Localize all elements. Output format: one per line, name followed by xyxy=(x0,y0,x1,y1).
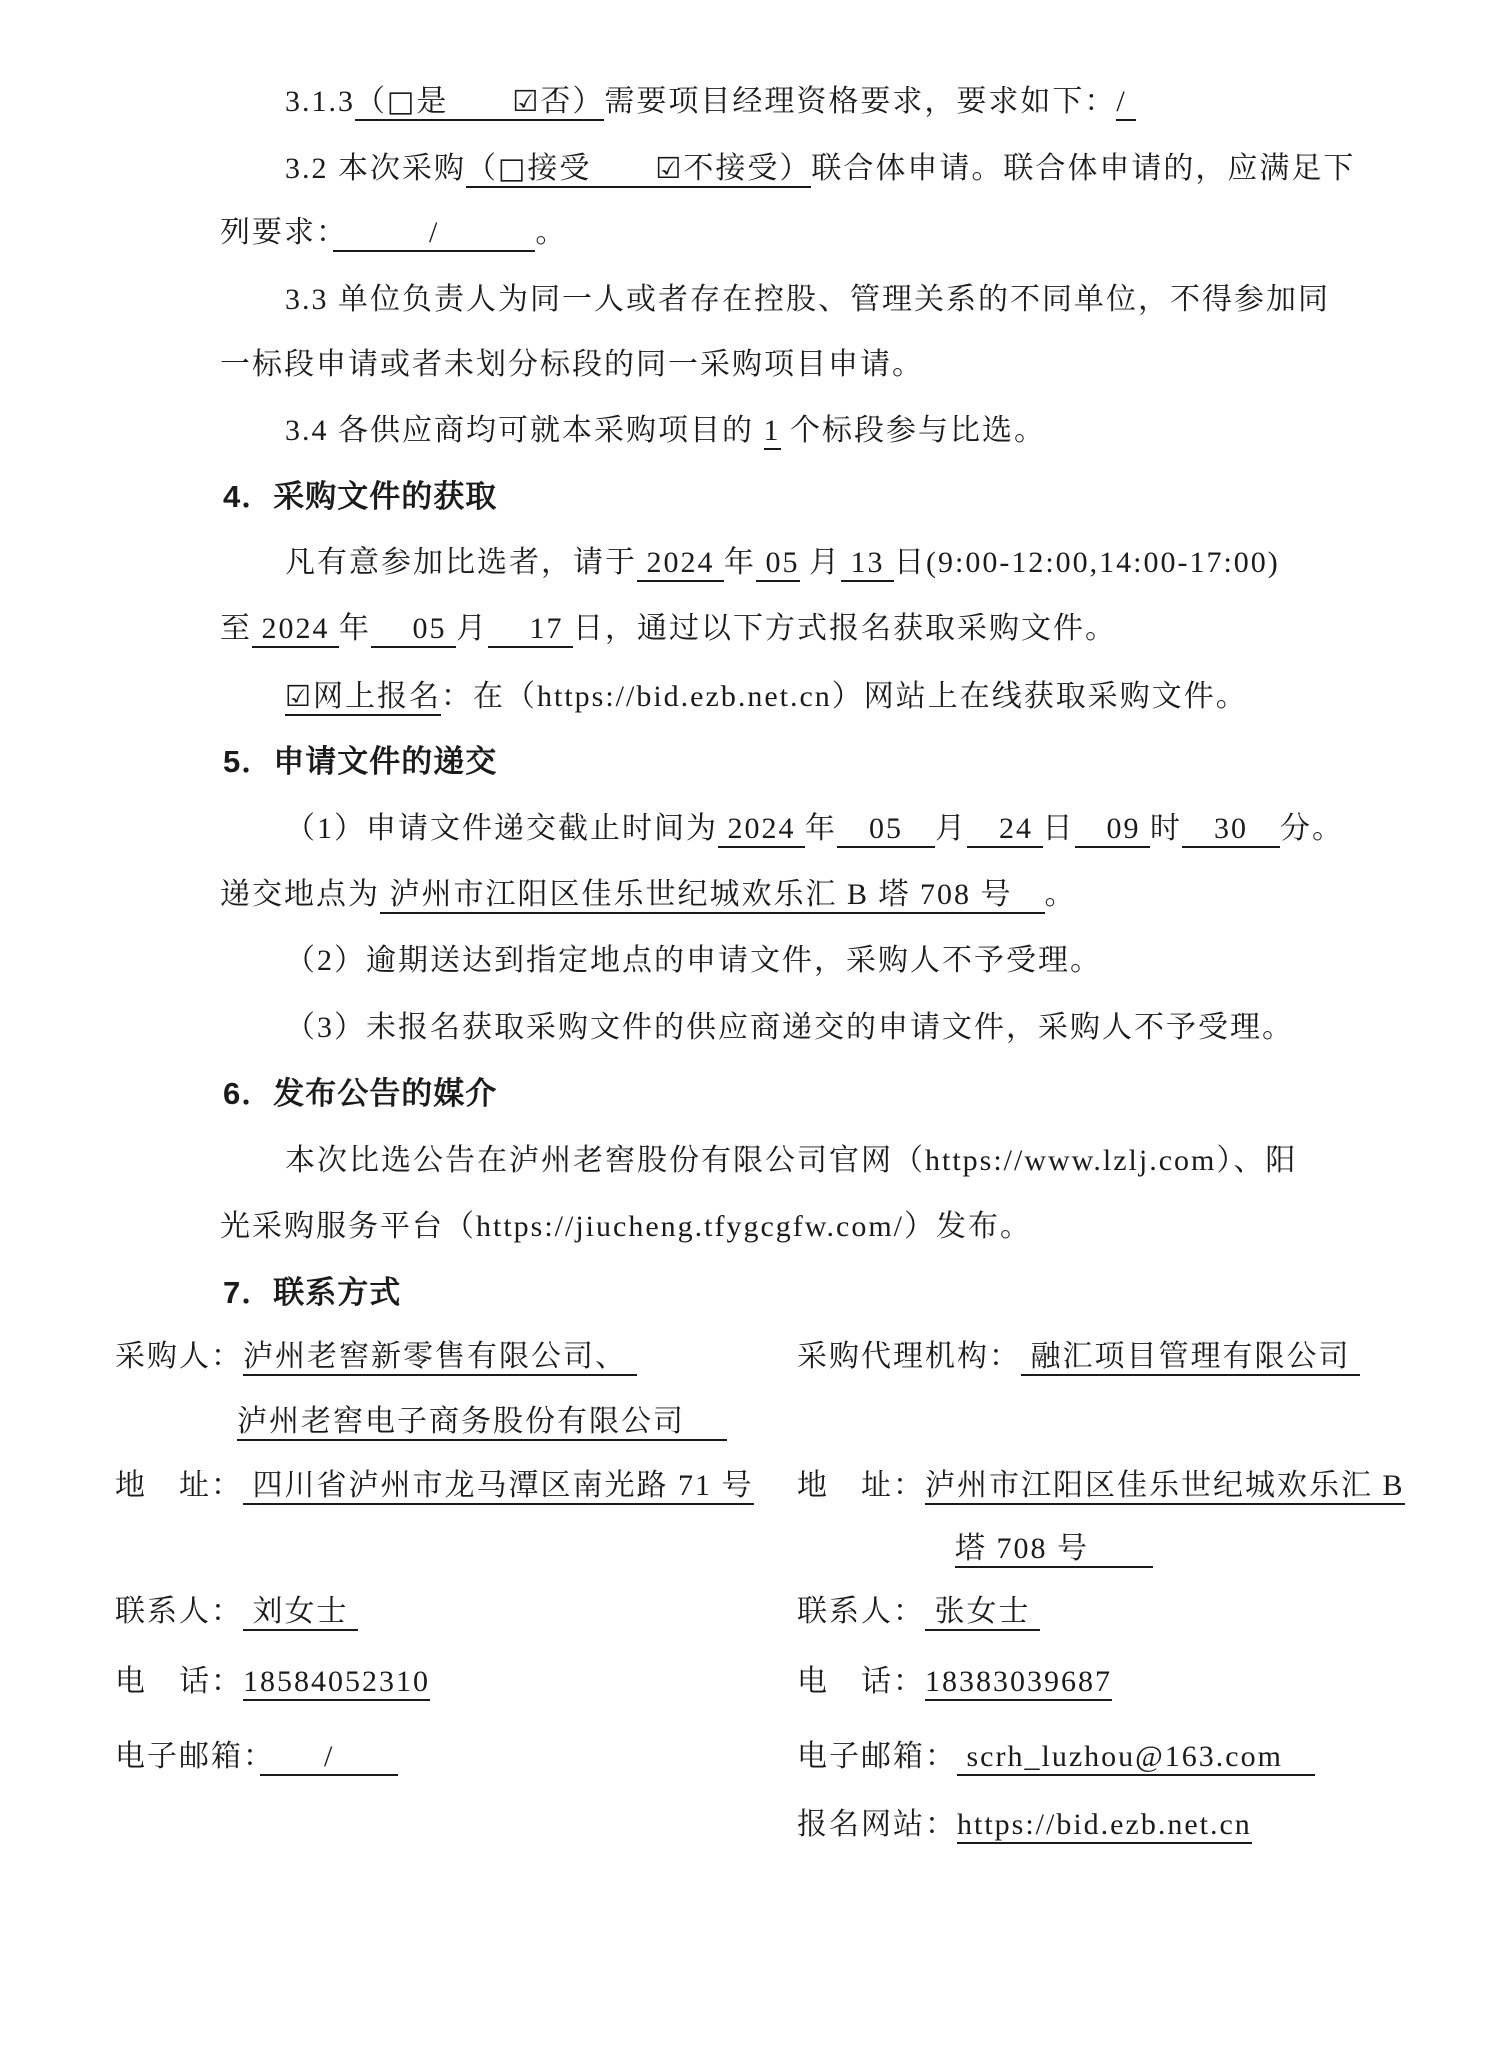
text-segment: 光采购服务平台（https://jiucheng.tfygcgfw.com/）发布。 xyxy=(220,1210,1032,1243)
purchaser-name-row-2 xyxy=(237,1389,727,1455)
purchaser-contact-row xyxy=(115,1579,358,1645)
agency-contact-value: 张女士 xyxy=(925,1595,1040,1631)
text-segment: 05 xyxy=(756,546,800,582)
agency-address-row-2 xyxy=(955,1516,1153,1582)
text-segment: （1）申请文件递交截止时间为 xyxy=(285,812,718,845)
agency-email-value: scrh_luzhou@163.com xyxy=(957,1740,1315,1776)
address-label: 地 址： xyxy=(797,1469,925,1502)
text-segment: 13 xyxy=(841,546,894,582)
section-5-item-1-line-1 xyxy=(285,796,1344,862)
text-segment: 需要项目经理资格要求，要求如下： xyxy=(604,85,1117,118)
section-6-line-1 xyxy=(285,1128,1297,1194)
purchaser-label: 采购人： xyxy=(115,1340,243,1373)
section-5-item-1-line-2 xyxy=(220,862,1077,928)
text-segment: （ xyxy=(466,152,498,188)
text-segment: （3）未报名获取采购文件的供应商递交的申请文件，采购人不予受理。 xyxy=(285,1011,1294,1044)
text-segment: 日(9:00-12:00,14:00-17:00) xyxy=(894,546,1280,579)
text-segment: 2024 xyxy=(637,546,724,582)
text-segment: 泸州市江阳区佳乐世纪城欢乐汇 B 塔 708 号 xyxy=(380,878,1045,914)
text-segment: 月 xyxy=(456,612,488,645)
purchaser-email-row xyxy=(115,1724,398,1790)
text-segment: 联合体申请。联合体申请的，应满足下 xyxy=(811,152,1356,185)
email-label: 电子邮箱： xyxy=(115,1740,260,1773)
text-segment: 1 xyxy=(764,414,781,450)
purchaser-address-row xyxy=(115,1453,754,1519)
agency-phone-row xyxy=(797,1649,1112,1715)
purchaser-name-value-2: 泸州老窖电子商务股份有限公司 xyxy=(237,1405,727,1441)
clause-3-2-line-2 xyxy=(220,200,567,266)
checkbox-unchecked-icon: □ xyxy=(387,84,416,121)
section-7-heading xyxy=(223,1260,401,1326)
text-segment: （ xyxy=(355,85,387,121)
text-segment: 年 xyxy=(724,546,756,579)
agency-contact-row xyxy=(797,1579,1040,1645)
purchaser-name-row xyxy=(115,1324,637,1390)
text-segment: 2024 xyxy=(718,812,805,848)
section-4-line-2 xyxy=(220,596,1117,662)
agency-email-row xyxy=(797,1724,1315,1790)
phone-label: 电 话： xyxy=(797,1665,925,1698)
text-segment: 个标段参与比选。 xyxy=(780,414,1046,447)
text-segment: 2024 xyxy=(252,612,339,648)
section-4-line-1 xyxy=(285,530,1280,596)
text-segment: ：在（https://bid.ezb.net.cn）网站上在线获取采购文件。 xyxy=(441,680,1248,713)
agency-address-value: 泸州市江阳区佳乐世纪城欢乐汇 B xyxy=(925,1469,1405,1505)
text-segment: 网上报名 xyxy=(313,680,441,716)
section-6-line-2 xyxy=(220,1194,1032,1260)
checkbox-checked-icon: ☑ xyxy=(655,151,683,188)
address-label: 地 址： xyxy=(115,1469,243,1502)
text-segment: 3.1.3 xyxy=(285,85,355,118)
text-segment: / xyxy=(333,216,535,252)
text-segment: 否） xyxy=(540,85,604,121)
purchaser-address-value: 四川省泸州市龙马潭区南光路 71 号 xyxy=(243,1469,754,1505)
purchaser-name-value: 泸州老窖新零售有限公司、 xyxy=(243,1340,637,1376)
text-segment: 接受 xyxy=(527,152,655,188)
clause-3-3-line-2 xyxy=(220,332,924,398)
text-segment: 。 xyxy=(535,216,568,249)
text-segment: 是 xyxy=(416,85,512,121)
contact-label: 联系人： xyxy=(797,1595,925,1628)
agency-name-value: 融汇项目管理有限公司 xyxy=(1021,1340,1360,1376)
checkbox-checked-icon: ☑ xyxy=(285,679,313,716)
purchaser-contact-value: 刘女士 xyxy=(243,1595,358,1631)
section-5-heading xyxy=(223,729,497,795)
text-segment: 。 xyxy=(1044,878,1077,911)
text-segment: 3.3 单位负责人为同一人或者存在控股、管理关系的不同单位，不得参加同 xyxy=(285,283,1330,316)
email-label: 电子邮箱： xyxy=(797,1740,957,1773)
text-segment: 17 xyxy=(488,612,573,648)
text-segment: 分。 xyxy=(1280,812,1344,845)
clause-3-4-line xyxy=(285,398,1046,464)
text-segment: 24 xyxy=(967,812,1043,848)
text-segment: 递交地点为 xyxy=(220,878,380,911)
text-segment: （2）逾期送达到指定地点的申请文件，采购人不予受理。 xyxy=(285,944,1102,977)
checkbox-unchecked-icon: □ xyxy=(498,151,527,188)
section-5-item-3-line xyxy=(285,995,1294,1061)
purchaser-phone-value: 18584052310 xyxy=(243,1665,430,1701)
agency-name-row xyxy=(797,1324,1360,1390)
text-segment: 7．联系方式 xyxy=(223,1275,402,1310)
section-6-heading xyxy=(223,1061,497,1127)
checkbox-checked-icon: ☑ xyxy=(512,84,540,121)
purchaser-phone-row xyxy=(115,1649,430,1715)
section-5-item-2-line xyxy=(285,928,1102,994)
text-segment: 年 xyxy=(339,612,371,645)
section-4-heading xyxy=(223,464,497,530)
text-segment: 列要求： xyxy=(220,216,333,249)
text-segment: 时 xyxy=(1150,812,1182,845)
phone-label: 电 话： xyxy=(115,1665,243,1698)
text-segment: 30 xyxy=(1182,812,1280,848)
text-segment: 不接受） xyxy=(683,152,811,188)
text-segment: 05 xyxy=(837,812,935,848)
text-segment: 6．发布公告的媒介 xyxy=(223,1076,498,1111)
purchaser-email-value: / xyxy=(260,1740,398,1776)
text-segment: / xyxy=(1116,85,1136,121)
signup-website-value: https://bid.ezb.net.cn xyxy=(957,1808,1252,1844)
text-segment: 5．申请文件的递交 xyxy=(223,744,498,779)
text-segment: 凡有意参加比选者，请于 xyxy=(285,546,637,579)
agency-address-row xyxy=(797,1453,1405,1519)
text-segment: 一标段申请或者未划分标段的同一采购项目申请。 xyxy=(220,348,924,381)
signup-website-label: 报名网站： xyxy=(797,1808,957,1841)
contact-label: 联系人： xyxy=(115,1595,243,1628)
text-segment: 月 xyxy=(799,546,841,579)
text-segment: 3.4 各供应商均可就本采购项目的 xyxy=(285,414,764,447)
section-4-online-signup-line xyxy=(285,663,1248,729)
agency-label: 采购代理机构： xyxy=(797,1340,1021,1373)
text-segment: 4．采购文件的获取 xyxy=(223,479,498,514)
text-segment: 日，通过以下方式报名获取采购文件。 xyxy=(573,612,1117,645)
text-segment: 3.2 本次采购 xyxy=(285,152,466,185)
clause-3-1-3-line xyxy=(285,68,1136,134)
text-segment: 本次比选公告在泸州老窖股份有限公司官网（https://www.lzlj.com）、阳 xyxy=(285,1144,1298,1177)
text-segment: 月 xyxy=(935,812,967,845)
text-segment: 09 xyxy=(1075,812,1151,848)
agency-address-value-2: 塔 708 号 xyxy=(955,1532,1153,1568)
clause-3-3-line-1 xyxy=(285,267,1330,333)
agency-phone-value: 18383039687 xyxy=(925,1665,1112,1701)
text-segment: 05 xyxy=(371,612,456,648)
signup-website-row xyxy=(797,1792,1252,1858)
text-segment: 年 xyxy=(805,812,837,845)
clause-3-2-line-1 xyxy=(285,135,1355,201)
text-segment: 至 xyxy=(220,612,252,645)
text-segment: 日 xyxy=(1042,812,1075,845)
